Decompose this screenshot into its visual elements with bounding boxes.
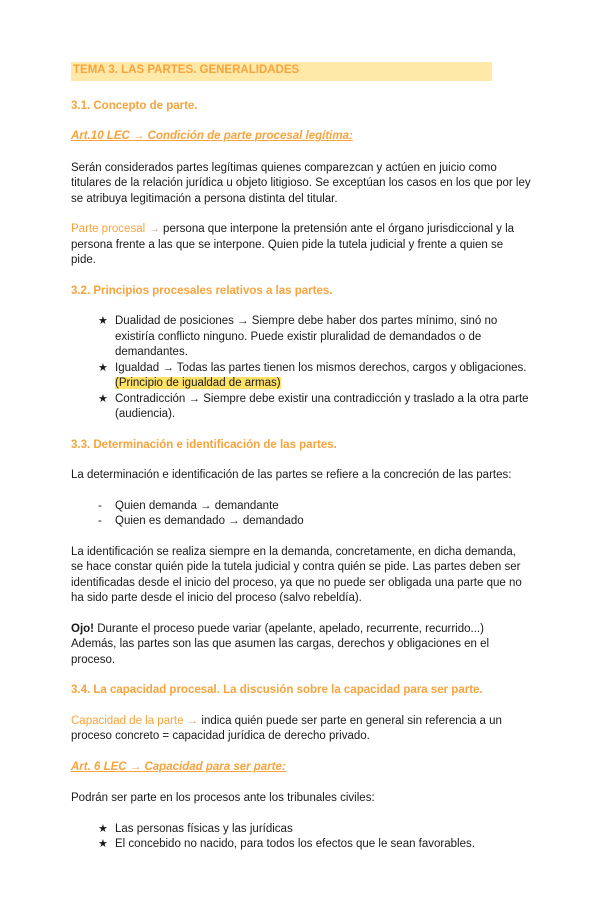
star-bullet-icon: ★ [98, 361, 108, 374]
paragraph-ojo [71, 622, 531, 669]
heading-3-1: 3.1. Concepto de parte. [71, 99, 198, 112]
term-parte-procesal-definition: persona que interpone la pretensión ante el órgano jurisdiccional y la persona frente a las que se interpone. Quien pide la tutela judicial y frente a quien se pide. [71, 223, 515, 266]
dash-bullet-icon: - [98, 499, 102, 512]
star-bullet-icon: ★ [98, 838, 108, 850]
list-item-text: Dualidad de posiciones → Siempre debe haber dos partes mínimo, sinó no existiría conflicto ninguno. Puede existir pluralidad de demandados o de demandantes. [115, 315, 498, 358]
list-item-text: Quien demanda → demandante [115, 499, 279, 512]
list-item-demandante [71, 499, 531, 515]
heading-3-4: 3.4. La capacidad procesal. La discusión sobre la capacidad para ser parte. [71, 684, 483, 696]
star-bullet-icon: ★ [98, 392, 108, 405]
highlighted-text: (Principio de igualdad de armas) [115, 377, 281, 389]
list-item-dualidad [71, 314, 531, 361]
term-parte-procesal: Parte procesal [71, 223, 146, 235]
term-capacidad-definition: indica quién puede ser parte en general sin referencia a un proceso concreto = capacidad jurídica de derecho privado. [71, 714, 502, 742]
dash-bullet-icon: - [98, 515, 102, 527]
paragraph-partes-legitimas: Serán considerados partes legítimas quienes comparezcan y actúen en juicio como titulares de la relación jurídica u objeto litigioso. Se exceptúan los casos en los que por ley se atribuya legitimación a persona distinta del titular. [71, 161, 531, 205]
arrow-glyph: → [145, 223, 164, 235]
heading-3-2: 3.2. Principios procesales relativos a las partes. [71, 284, 333, 297]
principios-list [71, 314, 531, 423]
ojo-text: Durante el proceso puede variar (apelante, apelado, recurrente, recurrido...) Además, las partes son las que asumen las cargas, derechos y obligaciones en el proceso. [71, 622, 490, 666]
term-capacidad-de-la-parte: Capacidad de la parte [71, 714, 184, 727]
document-title-text: TEMA 3. LAS PARTES. GENERALIDADES [73, 64, 300, 76]
paragraph-podran-ser-parte: Podrán ser parte en los procesos ante los tribunales civiles: [71, 792, 375, 804]
paragraph-identificacion: La identificación se realiza siempre en la demanda, concretamente, en dicha demanda, se hace constar quién pide la tutela judicial y contra quién se pide. Las partes deben ser identificadas desde el inicio del proceso, ya que no puede ser obligada una parte que no ha sido parte desde el inicio del proceso (salvo rebeldía). [71, 545, 522, 604]
list-item-text: El concebido no nacido, para todos los efectos que le sean favorables. [115, 838, 475, 850]
document-title [71, 62, 492, 81]
ojo-label: Ojo! [71, 622, 94, 635]
list-item-demandado [71, 514, 531, 530]
list-item-text: Quien es demandado → demandado [115, 515, 304, 527]
paragraph-determinacion: La determinación e identificación de las partes se refiere a la concreción de las partes: [71, 469, 512, 481]
paragraph-parte-procesal [71, 222, 531, 269]
list-item-text [115, 361, 531, 392]
list-item-personas [71, 822, 531, 838]
arrow-glyph: → [183, 714, 202, 727]
list-item-text-plain: Igualdad → Todas las partes tienen los mismos derechos, cargos y obligaciones. [115, 361, 527, 374]
heading-3-3: 3.3. Determinación e identificación de las partes. [71, 438, 337, 451]
star-bullet-icon: ★ [98, 315, 108, 327]
list-item-concebido [71, 837, 531, 853]
paragraph-capacidad [71, 714, 531, 745]
list-item-text: Las personas físicas y las jurídicas [115, 822, 293, 835]
art6-lec-heading: Art. 6 LEC → Capacidad para ser parte: [71, 760, 286, 773]
demanda-list [71, 499, 531, 530]
list-item-contradiccion [71, 392, 531, 423]
list-item-igualdad [71, 361, 531, 392]
art10-lec-heading: Art.10 LEC → Condición de parte procesal legítima: [71, 130, 353, 142]
star-bullet-icon: ★ [98, 822, 108, 835]
list-item-text: Contradicción → Siempre debe existir una contradicción y traslado a la otra parte (audiencia). [115, 392, 529, 420]
